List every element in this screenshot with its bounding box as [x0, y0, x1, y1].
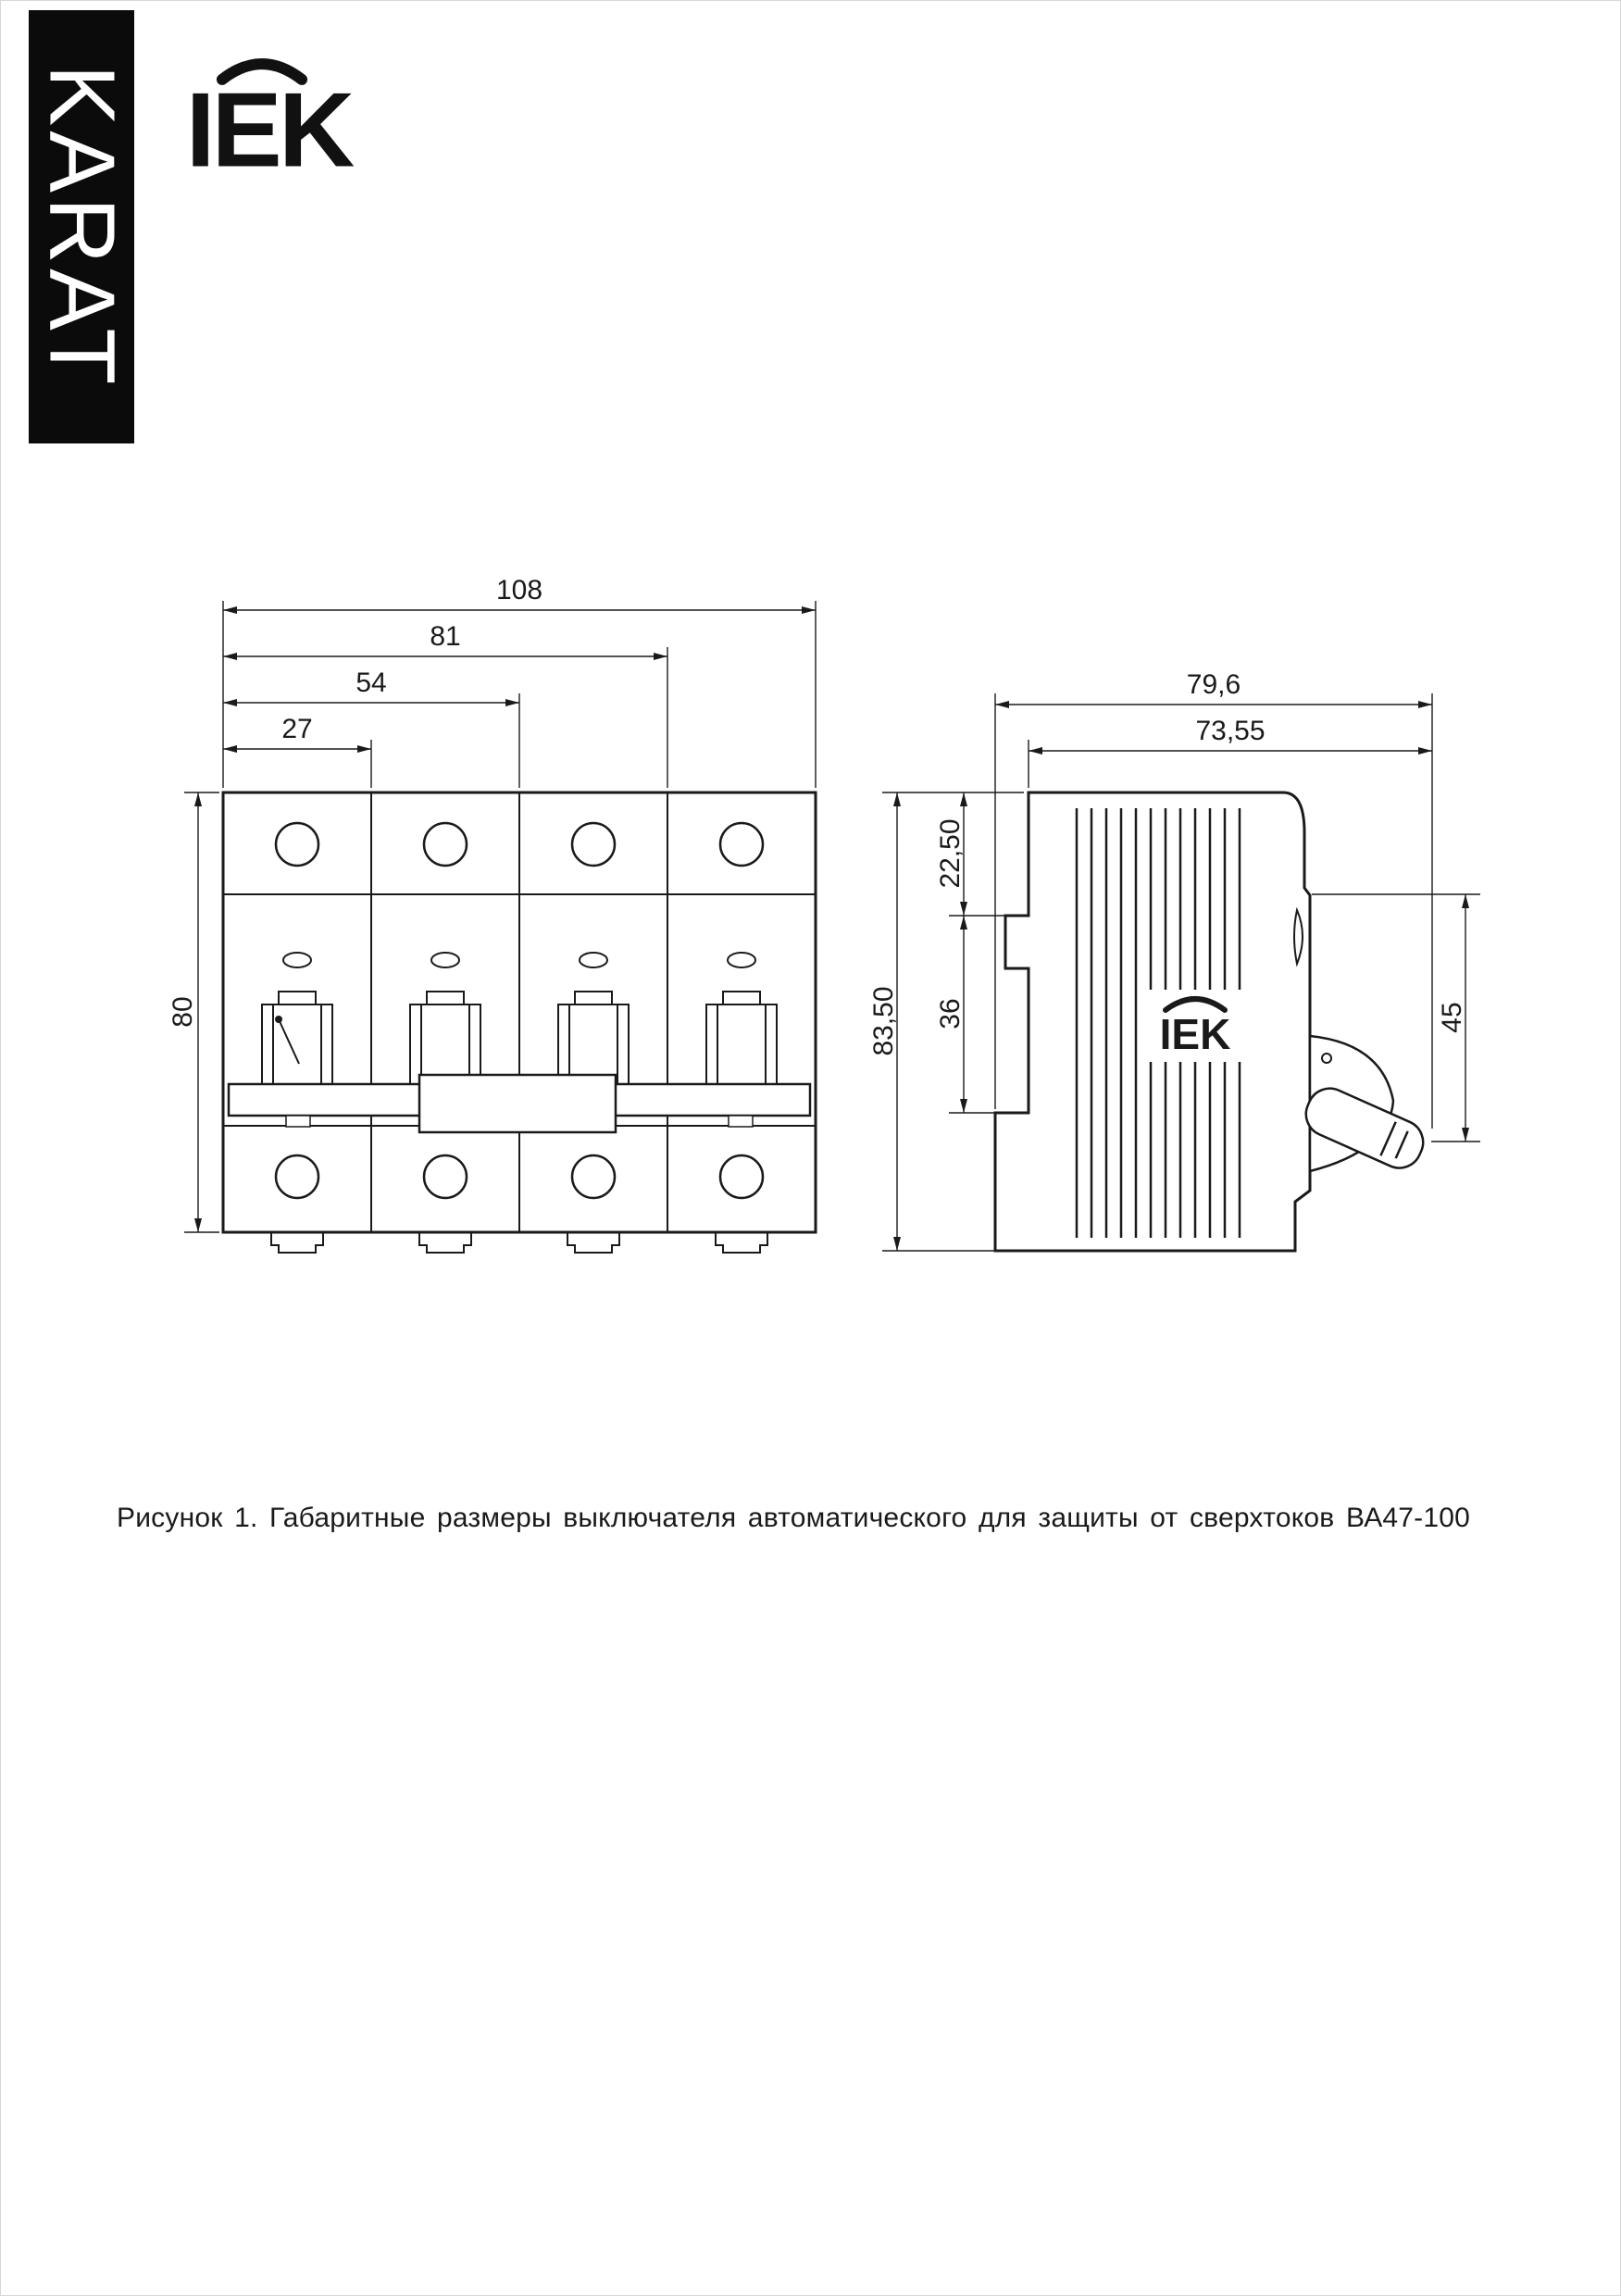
figure-caption: Рисунок 1. Габаритные размеры выключателя автоматического для защиты от сверхтоков ВА47-100	[117, 1503, 1471, 1533]
side-logo-text: IEK	[1159, 1010, 1231, 1058]
dim-108-label: 108	[495, 575, 543, 605]
dim-80-label: 80	[168, 996, 198, 1028]
karat-series-label: KARAT	[30, 64, 134, 390]
front-din-feet	[271, 1232, 767, 1253]
side-view	[995, 792, 1430, 1251]
dim-36-label: 36	[935, 998, 966, 1029]
iek-logo-text: IEK	[185, 71, 352, 178]
dim-83-50-label: 83,50	[868, 986, 899, 1056]
dim-45-label: 45	[1437, 1002, 1467, 1033]
dim-22-50-label: 22,50	[935, 818, 966, 889]
dim-27-label: 27	[281, 714, 313, 744]
dim-81-label: 81	[430, 621, 461, 652]
dim-79-6-label: 79,6	[1186, 669, 1241, 700]
front-view	[223, 792, 816, 1253]
dim-54-label: 54	[355, 668, 387, 698]
dimensional-drawing	[1, 1, 1621, 2296]
dim-73-55-label: 73,55	[1195, 716, 1266, 746]
